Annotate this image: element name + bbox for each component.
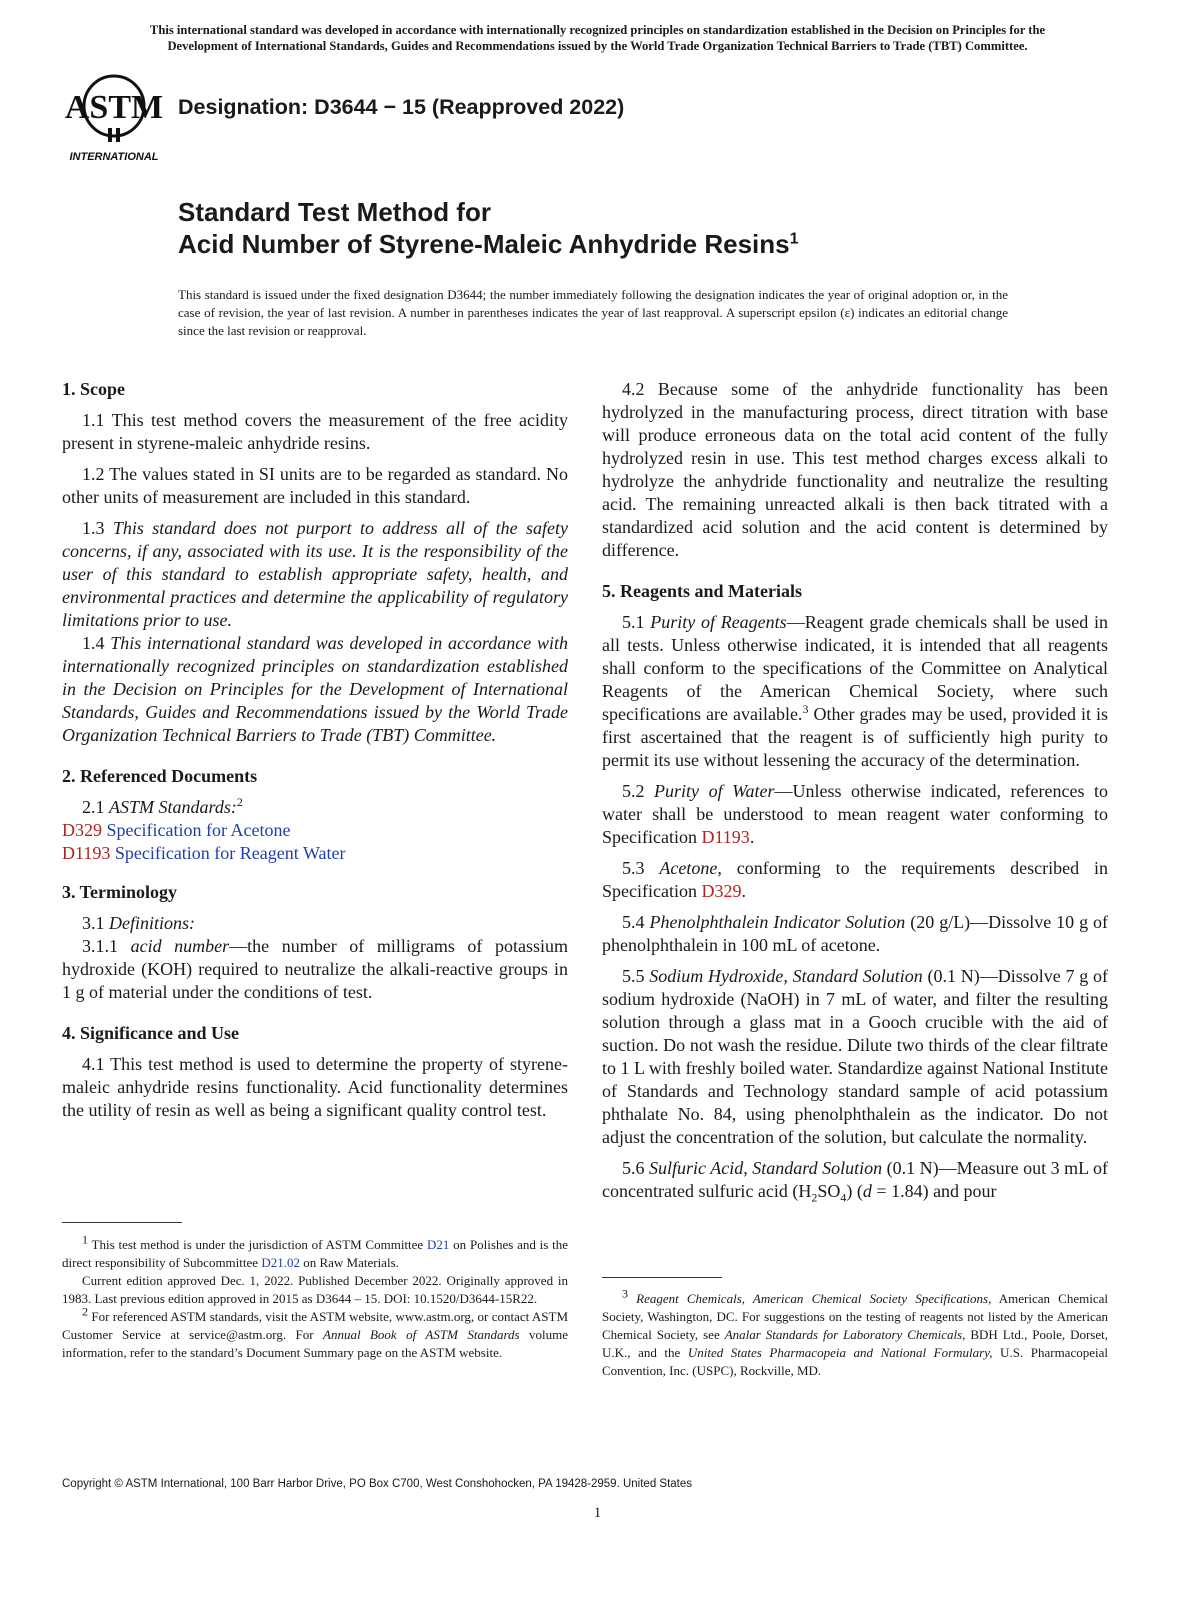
footnote-rule-right <box>602 1277 722 1278</box>
link-d329[interactable]: D329 <box>701 881 742 901</box>
paragraph-5-2-label: Purity of Water <box>654 781 775 801</box>
reference-d329 <box>62 819 568 842</box>
footnote-1-text-b: on Polishes and is the direct responsibility of Subcommittee <box>62 1237 568 1270</box>
paragraph-5-4-label: Phenolphthalein Indicator Solution <box>649 912 906 932</box>
paragraph-5-3 <box>602 857 1108 903</box>
astm-logo-letters: ASTM <box>64 89 164 126</box>
reference-d1193-title[interactable]: Specification for Reagent Water <box>114 843 346 863</box>
paragraph-5-1-label: Purity of Reagents <box>650 612 787 632</box>
footnote-3-text-b: BDH Ltd., Poole, Dorset, U.K., and the <box>602 1327 1108 1360</box>
paragraph-3-1-number: 3.1 <box>82 913 105 933</box>
paragraph-5-6-text-b: SO <box>817 1181 841 1201</box>
paragraph-4-1: 4.1 This test method is used to determine the property of styrene-maleic anhydride resins functionality. Acid functionality determines the utility of resin as well as being a significant quality control test. <box>62 1054 568 1120</box>
density-symbol: d <box>862 1181 872 1201</box>
right-column <box>602 378 1108 1203</box>
paragraph-5-3-label: Acetone, <box>659 858 722 878</box>
designation: Designation: D3644 − 15 (Reapproved 2022) <box>178 95 625 119</box>
paragraph-5-6-label: Sulfuric Acid, Standard Solution <box>649 1158 883 1178</box>
paragraph-5-1 <box>602 611 1108 772</box>
paragraph-5-5 <box>602 965 1108 1149</box>
footnote-mark-3[interactable]: 3 <box>802 702 809 716</box>
footnote-3-usp: United States Pharmacopeia and National Formulary, <box>687 1345 993 1360</box>
term-acid-number: acid number <box>130 936 230 956</box>
footnote-2 <box>62 1304 569 1362</box>
paragraph-1-3-text: This standard does not purport to address all of the safety concerns, if any, associated with its use. It is the responsibility of the user of this standard to establish appropriate safety, health, and environmental practices and determine the applicability of regulatory limitations prior to use. <box>62 518 569 630</box>
footnote-3-mark: 3 <box>622 1286 628 1301</box>
paragraph-5-1-text-a: —Reagent grade chemicals shall be used in all tests. Unless otherwise indicated, it is intended that all reagents shall conform to the specifications of the Committee on Analytical Reagents of the American Chemical Society, where such specifications are available. <box>602 612 1108 724</box>
footnote-1 <box>62 1232 568 1272</box>
footnote-1-edition: Current edition approved Dec. 1, 2022. Published December 2022. Originally approved in 1983. Last previous edition approved in 2015 as D3644 – 15. DOI: 10.1520/D3644-15R22. <box>62 1273 568 1306</box>
paragraph-5-6 <box>602 1157 1108 1203</box>
paragraph-5-6-number: 5.6 <box>622 1158 645 1178</box>
header-notice-line2: Development of International Standards, Guides and Recommendations issued by the World Trade Organization Technical Barriers to Trade (TBT) Committee. <box>167 39 1028 53</box>
paragraph-5-6-text-a: (0.1 N)—Measure out 3 mL of concentrated sulfuric acid (H <box>602 1158 1108 1201</box>
paragraph-5-2-text: —Unless otherwise indicated, references to water shall be understood to mean reagent water conforming to Specification <box>602 781 1108 847</box>
title-line2-text: Acid Number of Styrene-Maleic Anhydride Resins <box>178 229 790 259</box>
paragraph-5-6-text-c: ) ( <box>846 1181 863 1201</box>
footnotes-right <box>602 1286 1108 1380</box>
section-heading-significance: 4. Significance and Use <box>62 1023 240 1043</box>
footnote-3 <box>602 1286 1108 1380</box>
reference-d329-title[interactable]: Specification for Acetone <box>106 820 291 840</box>
definitions-label: Definitions: <box>109 913 195 933</box>
footnotes-left <box>62 1232 569 1362</box>
paragraph-5-1-number: 5.1 <box>622 612 645 632</box>
footnote-3-text-c: U.S. Pharmacopeial Convention, Inc. (USPC), Rockville, MD. <box>602 1345 1108 1378</box>
paragraph-5-5-text: (0.1 N)—Dissolve 7 g of sodium hydroxide (NaOH) in 7 mL of water, and filter the resulting solution through a glass mat in a Gooch crucible with the aid of suction. Do not wash the residue. Dilute two thirds of the clear filtrate to 1 L with freshly boiled water. Standardize against National Institute of Standards and Technology standard sample of acid potassium phthalate No. 84, using phenolphthalein as the indicator. Do not adjust the concentration of the solution, but calculate the normality. <box>602 966 1108 1147</box>
paragraph-1-3-number: 1.3 <box>82 518 105 538</box>
footnote-rule-left <box>62 1222 182 1223</box>
reference-d1193 <box>62 842 568 865</box>
section-heading-reagents: 5. Reagents and Materials <box>602 581 802 601</box>
footnote-3-reagent-chemicals: Reagent Chemicals, American Chemical Society Specifications, <box>636 1291 992 1306</box>
left-column <box>62 378 568 1122</box>
reference-d1193-code[interactable]: D1193 <box>62 843 111 863</box>
footnote-mark-2[interactable]: 2 <box>236 795 243 809</box>
footnote-2-text-a: For referenced ASTM standards, visit the ASTM website, www.astm.org, or contact ASTM Customer Service at service@astm.org. For <box>62 1309 568 1342</box>
link-d21-02[interactable]: D21.02 <box>261 1255 300 1270</box>
footnote-2-text-b: volume information, refer to the standard’s Document Summary page on the ASTM website. <box>62 1327 569 1360</box>
footnote-1-mark: 1 <box>82 1232 88 1247</box>
paragraph-5-3-text: conforming to the requirements described in Specification <box>602 858 1108 901</box>
paragraph-5-2-end: . <box>749 827 755 847</box>
section-heading-scope: 1. Scope <box>62 379 125 399</box>
astm-logo <box>64 70 166 166</box>
paragraph-1-3 <box>62 517 568 632</box>
subscript-4: 4 <box>840 1190 847 1205</box>
page-number: 1 <box>593 1505 602 1521</box>
reference-d329-code[interactable]: D329 <box>62 820 102 840</box>
paragraph-1-2: 1.2 The values stated in SI units are to be regarded as standard. No other units of measurement are included in this standard. <box>62 464 568 507</box>
paragraph-1-4-number: 1.4 <box>82 633 105 653</box>
paragraph-5-4 <box>602 911 1108 957</box>
paragraph-1-4-text: This international standard was developed in accordance with internationally recognized principles on standardization established in the Decision on Principles for the Development of International Standards, Guides and Recommendations issued by the World Trade Organization Technical Barriers to Trade (TBT) Committee. <box>62 633 568 745</box>
term-acid-number-definition: —the number of milligrams of potassium hydroxide (KOH) required to neutralize the alkali-reactive groups in 1 g of material under the conditions of test. <box>62 936 568 1002</box>
paragraph-5-2-number: 5.2 <box>622 781 645 801</box>
footnote-2-annual-book: Annual Book of ASTM Standards <box>323 1327 520 1342</box>
paragraph-2-1-number: 2.1 <box>82 797 105 817</box>
paragraph-5-4-number: 5.4 <box>622 912 645 932</box>
paragraph-3-1-1 <box>62 935 568 1004</box>
document-title <box>178 196 799 260</box>
footnote-1-text-c: on Raw Materials. <box>299 1255 399 1270</box>
paragraph-5-5-number: 5.5 <box>622 966 645 986</box>
paragraph-5-3-number: 5.3 <box>622 858 645 878</box>
paragraph-3-1 <box>62 912 568 935</box>
title-footnote-mark[interactable]: 1 <box>789 230 799 248</box>
paragraph-5-1-text-b: Other grades may be used, provided it is first ascertained that the reagent is of sufficiently high purity to permit its use without lessening the accuracy of the determination. <box>602 704 1108 770</box>
link-d21[interactable]: D21 <box>426 1237 450 1252</box>
footnote-3-text-a: American Chemical Society, Washington, DC. For suggestions on the testing of reagents not listed by the American Chemical Society, see <box>602 1291 1108 1342</box>
paragraph-5-4-text: (20 g/L)—Dissolve 10 g of phenolphthalein in 100 mL of acetone. <box>602 912 1108 955</box>
title-line2 <box>178 228 799 260</box>
section-heading-terminology: 3. Terminology <box>62 882 178 902</box>
paragraph-1-1: 1.1 This test method covers the measurement of the free acidity present in styrene-maleic anhydride resins. <box>62 410 568 453</box>
footnote-3-analar: Analar Standards for Laboratory Chemicals, <box>724 1327 966 1342</box>
footnote-1-text-a: This test method is under the jurisdiction of ASTM Committee <box>88 1237 427 1252</box>
subscript-2: 2 <box>811 1190 818 1205</box>
copyright: Copyright © ASTM International, 100 Barr Harbor Drive, PO Box C700, West Conshohocken, PA 19428-2959. United States <box>62 1478 693 1490</box>
link-d1193[interactable]: D1193 <box>701 827 750 847</box>
astm-standards-label: ASTM Standards: <box>109 797 237 817</box>
section-heading-referenced-documents: 2. Referenced Documents <box>62 766 258 786</box>
header-notice-line1: This international standard was developed in accordance with internationally recognized principles on standardization established in the Decision on Principles for the <box>149 23 1046 37</box>
paragraph-3-1-1-number: 3.1.1 <box>82 936 118 956</box>
paragraph-4-2: 4.2 Because some of the anhydride functionality has been hydrolyzed in the manufacturing process, direct titration with base will produce erroneous data on the total acid content of the fully hydrolyzed resin in use. This test method charges excess alkali to hydrolyze the anhydride functionality and neutralize the resulting acid. The remaining unreacted alkali is then back titrated with a standardized acid solution and the acid content is determined by difference. <box>602 379 1108 560</box>
paragraph-5-5-label: Sodium Hydroxide, Standard Solution <box>649 966 923 986</box>
paragraph-1-4 <box>62 632 568 747</box>
astm-logo-subtitle: INTERNATIONAL <box>69 151 159 163</box>
issue-note: This standard is issued under the fixed designation D3644; the number immediately following the designation indicates the year of original adoption or, in the case of revision, the year of last revision. A number in parentheses indicates the year of last reapproval. A superscript epsilon (ε) indicates an editorial change since the last revision or reapproval. <box>178 287 1008 338</box>
title-line1: Standard Test Method for <box>178 197 491 227</box>
header-notice <box>40 22 1155 54</box>
footnote-2-mark: 2 <box>82 1304 88 1319</box>
paragraph-2-1 <box>62 796 568 819</box>
paragraph-5-6-text-d: = 1.84) and pour <box>871 1181 997 1201</box>
paragraph-5-2 <box>602 780 1108 849</box>
paragraph-5-3-end: . <box>741 881 746 901</box>
